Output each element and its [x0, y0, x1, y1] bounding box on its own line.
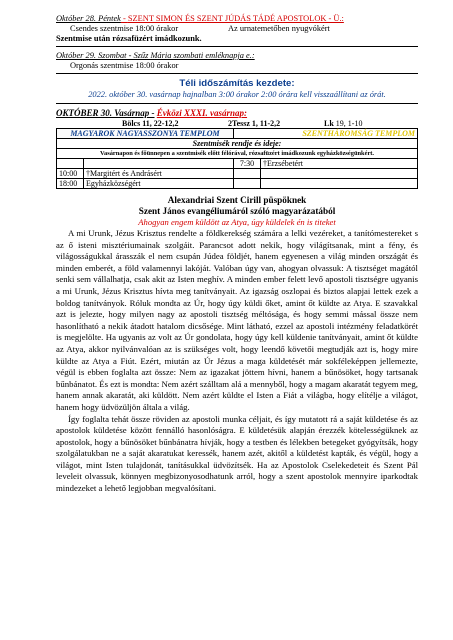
- oct28-heading: Október 28. Péntek - SZENT SIMON ÉS SZENT JÚDÁS TÁDÉ APOSTOLOK - Ü.:: [56, 14, 344, 23]
- reading-2: 2Tessz 1, 11-2,2: [228, 119, 281, 128]
- time-right: [234, 169, 261, 179]
- oct28-rosary: Szentmise után rózsafüzért imádkozunk.: [56, 34, 202, 43]
- right-church: SZENTHÁROMSÁG TEMPLOM: [234, 129, 418, 139]
- oct28-mass: Csendes szentmise 18:00 órakor: [70, 24, 179, 33]
- oct30-feast: Évközi XXXI. vasárnap:: [156, 108, 248, 118]
- oct29-mass: Orgonás szentmise 18:00 órakor: [70, 61, 179, 70]
- schedule-note: Vasárnapon és főünnepen a szentmisék előtt félórával, rózsafüzért imádkozunk egyházközségünkért.: [57, 149, 418, 159]
- oct29-heading: Október 29. Szombat - Szűz Mária szombati emléknapja e.:: [56, 51, 255, 60]
- schedule-order-row: [57, 139, 418, 149]
- text-right: [261, 169, 418, 179]
- oct30-heading: [56, 108, 418, 119]
- divider: [56, 103, 418, 104]
- text-right: †Erzsébetért: [261, 159, 418, 169]
- oct28-intention: Az urnatemetőben nyugvókért: [228, 24, 330, 33]
- time-right: [234, 179, 261, 189]
- text-left: †Margitért és Andrásért: [84, 169, 234, 179]
- gospel: Lk 19, 1-10: [324, 119, 363, 128]
- oct28-mass-row: [56, 24, 418, 34]
- winter-time-title: Téli időszámítás kezdete:: [179, 78, 295, 89]
- oct28-date: Október 28. Péntek: [56, 14, 121, 23]
- mass-schedule-table: [56, 128, 418, 189]
- schedule-header-row: [57, 129, 418, 139]
- oct30-date: OKTÓBER 30. Vasárnap -: [56, 108, 155, 118]
- time-left: [57, 159, 84, 169]
- time-left: 18:00: [57, 179, 84, 189]
- article-paragraph-2: Így foglalta tehát össze röviden az apostoli munka céljait, és így mutatott rá a saját küldetése és az apostolok küldetése között fennálló hasonlóságra. E küldetésük alapján érezzék kötelességüknek az apostolok, hogy a bűnösöket bűnbánatra hívják, hogy a testben és lélekben betegeket gyógyítsák, hogy szolgálatukban ne a saját akaratukat keressék, hanem azét, akitől a küldetést kapták, és végül, hogy a világot, mint Isten tulajdonát, tanításukkal üdvözítsék. Ha az Apostolok Cselekedeteit és Szent Pál leveleit olvassuk, könnyen megbizonyosodhatunk arról, hogy a szent apostolok mennyire iparkodtak mindezeket a lehető legjobban megvalósítani.: [56, 413, 418, 494]
- schedule-order-title: Szentmisék rendje és ideje:: [57, 139, 418, 149]
- left-church: MAGYAROK NAGYASSZONYA TEMPLOM: [57, 129, 234, 139]
- text-left: [84, 159, 234, 169]
- article-paragraph-1: A mi Urunk, Jézus Krisztus rendelte a földkerekség számára a lelki vezéreket, a tanítómestereket s az ő isteni misztériumainak szolgáit. Parancsot adott nekik, hogy világítsanak, mint a fény, és világosságukkal árasszák el nem csupán Júdea földjét, hanem egyenesen a világ minden országát és minden emberét, a föld valamennyi lakóját. Valóban úgy van, ahogyan olvassuk: A tisztséget magától senki sem vállalhatja, csak akit az Isten meghív. A minden ember felett levő apostoli tisztségre ugyanis a mi Urunk, Jézus Krisztus hívta meg tanítványait. Az igazság oszlopai és biztos alapjai lettek ezek a boldog tanítványok. Róluk mondta az Úr, hogy úgy küldi őket, amint őt küldte az Atya. E szavakkal azt is jelezte, hogy milyen nagy az apostoli tisztség méltósága, és hogy semmi mással össze nem hasonlítható a nekik átadott hatalom dicsősége. Mint látható, ezzel az apostoli intézmény feladatkörét is megjelölte. Ha ugyanis az volt az Úr gondolata, hogy úgy kell küldenie tanítványait, amint őt küldte az Atya, akkor nyilvánvalóan az is szükséges volt, hogy leendő követői megtudják azt is, hogy mire küldte az Atya a Fiút. Ezért, miután az Úr Jézus a maga küldetését már sokféleképpen jellemezte, végül is ebben foglalta azt össze: Nem az igazakat jöttem hívni, hanem a bűnösöket, hogy tartsanak bűnbánatot. És ezt is mondta: Nem azért szálltam alá a mennyből, hogy a magam akaratát tegyem meg, hanem annak akaratát, aki küldött. Nem azért küldte el Isten a Fiát a világba, hogy elítélje a világot, hanem hogy üdvözüljön általa a világ.: [56, 228, 418, 412]
- reading-article: [56, 195, 418, 495]
- oct28-feast: SZENT SIMON ÉS SZENT JÚDÁS TÁDÉ APOSTOLOK - Ü.:: [127, 14, 344, 23]
- article-title: Szent János evangéliumáról szóló magyarázatából: [138, 206, 336, 216]
- table-row: [57, 169, 418, 179]
- time-left: 10:00: [57, 169, 84, 179]
- text-left: Egyházközségért: [84, 179, 234, 189]
- oct30-readings: [56, 119, 418, 128]
- article-subtitle: Ahogyan engem küldött az Atya, úgy küldelek én is titeket: [138, 217, 336, 227]
- time-right: 7:30: [234, 159, 261, 169]
- article-author: Alexandriai Szent Cirill püspöknek: [167, 195, 307, 205]
- table-row: [57, 179, 418, 189]
- bulletin-page: [56, 14, 418, 495]
- divider: [56, 46, 418, 47]
- reading-1: Bölcs 11, 22-12,2: [122, 119, 179, 128]
- schedule-note-row: [57, 149, 418, 159]
- divider: [56, 73, 418, 74]
- text-right: [261, 179, 418, 189]
- winter-time-text: 2022. október 30. vasárnap hajnalban 3:00 órakor 2:00 órára kell visszaállítani az órát.: [88, 90, 386, 99]
- table-row: [57, 159, 418, 169]
